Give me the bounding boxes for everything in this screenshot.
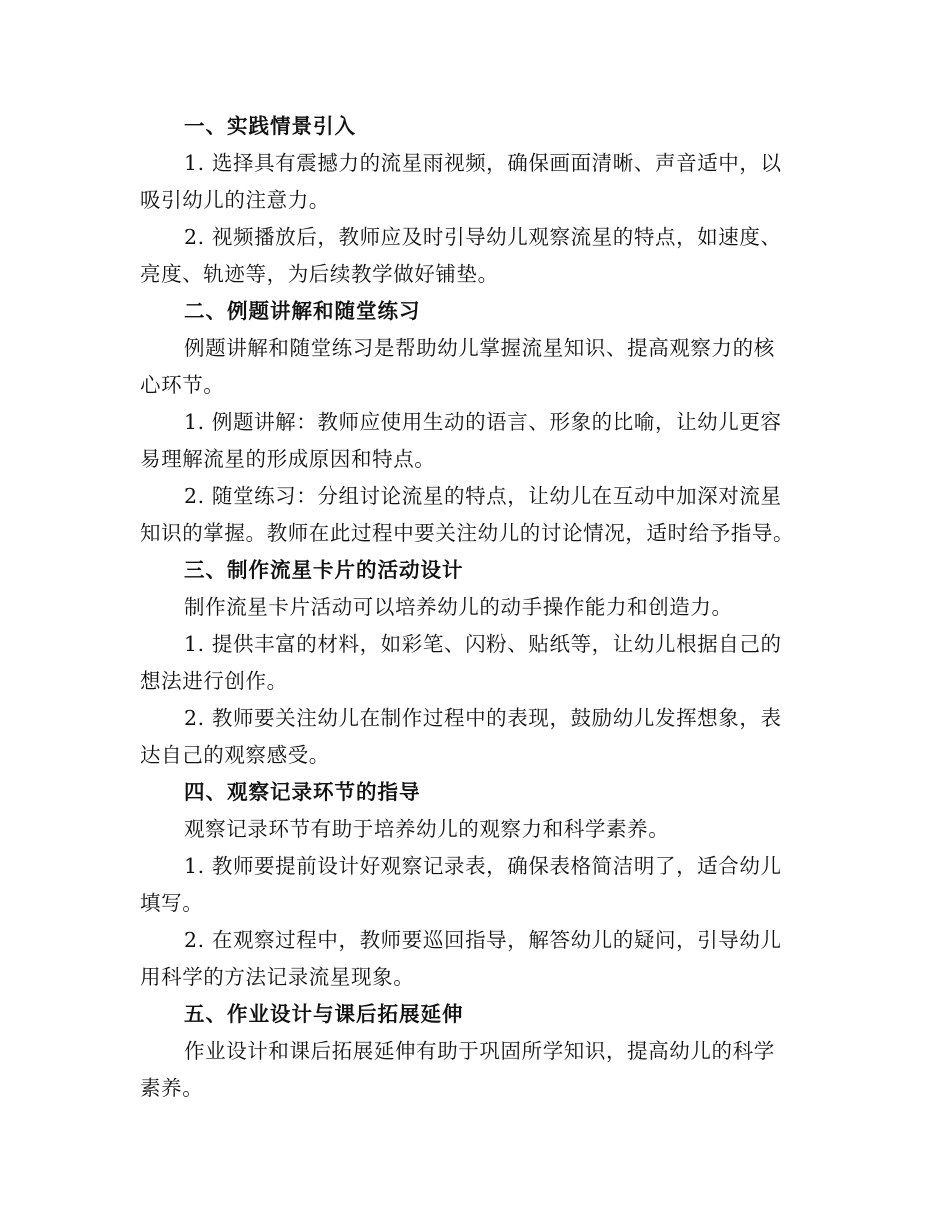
paragraph-line: 填写。 bbox=[140, 891, 204, 915]
paragraph-line: 达自己的观察感受。 bbox=[140, 743, 330, 767]
paragraph bbox=[140, 404, 808, 478]
paragraph-line: 吸引幼儿的注意力。 bbox=[140, 188, 330, 212]
paragraph bbox=[140, 1033, 808, 1107]
section-heading: 一、实践情景引入 bbox=[184, 114, 356, 138]
paragraph bbox=[140, 626, 808, 700]
paragraph bbox=[140, 589, 808, 626]
document-page bbox=[140, 108, 808, 1107]
paragraph-line: 2. 教师要关注幼儿在制作过程中的表现，鼓励幼儿发挥想象，表 bbox=[184, 706, 782, 730]
section-heading: 四、观察记录环节的指导 bbox=[184, 780, 421, 804]
paragraph-line: 2. 视频播放后，教师应及时引导幼儿观察流星的特点，如速度、 bbox=[184, 225, 782, 249]
paragraph-line: 易理解流星的形成原因和特点。 bbox=[140, 447, 436, 471]
paragraph-line: 作业设计和课后拓展延伸有助于巩固所学知识，提高幼儿的科学 bbox=[184, 1039, 775, 1063]
paragraph bbox=[140, 145, 808, 219]
paragraph-line: 2. 在观察过程中，教师要巡回指导，解答幼儿的疑问，引导幼儿 bbox=[184, 928, 782, 952]
paragraph bbox=[140, 922, 808, 996]
paragraph-line: 观察记录环节有助于培养幼儿的观察力和科学素养。 bbox=[184, 817, 670, 841]
paragraph-line: 1. 例题讲解：教师应使用生动的语言、形象的比喻，让幼儿更容 bbox=[184, 410, 782, 434]
paragraph-line: 1. 提供丰富的材料，如彩笔、闪粉、贴纸等，让幼儿根据自己的 bbox=[184, 632, 782, 656]
section-heading: 五、作业设计与课后拓展延伸 bbox=[184, 1002, 464, 1026]
paragraph-line: 用科学的方法记录流星现象。 bbox=[140, 965, 415, 989]
paragraph-line: 1. 选择具有震撼力的流星雨视频，确保画面清晰、声音适中，以 bbox=[184, 151, 782, 175]
paragraph bbox=[140, 811, 808, 848]
paragraph bbox=[140, 330, 808, 404]
paragraph-line: 想法进行创作。 bbox=[140, 669, 288, 693]
section-heading: 三、制作流星卡片的活动设计 bbox=[184, 558, 464, 582]
section-heading: 二、例题讲解和随堂练习 bbox=[184, 299, 421, 323]
paragraph-line: 制作流星卡片活动可以培养幼儿的动手操作能力和创造力。 bbox=[184, 595, 733, 619]
paragraph bbox=[140, 700, 808, 774]
paragraph bbox=[140, 478, 808, 552]
paragraph bbox=[140, 219, 808, 293]
paragraph-line: 2. 随堂练习：分组讨论流星的特点，让幼儿在互动中加深对流星 bbox=[184, 484, 782, 508]
paragraph-line: 例题讲解和随堂练习是帮助幼儿掌握流星知识、提高观察力的核 bbox=[184, 336, 775, 360]
paragraph-line: 知识的掌握。教师在此过程中要关注幼儿的讨论情况，适时给予指导。 bbox=[140, 521, 795, 545]
paragraph-line: 素养。 bbox=[140, 1076, 204, 1100]
paragraph-line: 亮度、轨迹等，为后续教学做好铺垫。 bbox=[140, 262, 499, 286]
paragraph-line: 1. 教师要提前设计好观察记录表，确保表格简洁明了，适合幼儿 bbox=[184, 854, 782, 878]
paragraph-line: 心环节。 bbox=[140, 373, 225, 397]
paragraph bbox=[140, 848, 808, 922]
